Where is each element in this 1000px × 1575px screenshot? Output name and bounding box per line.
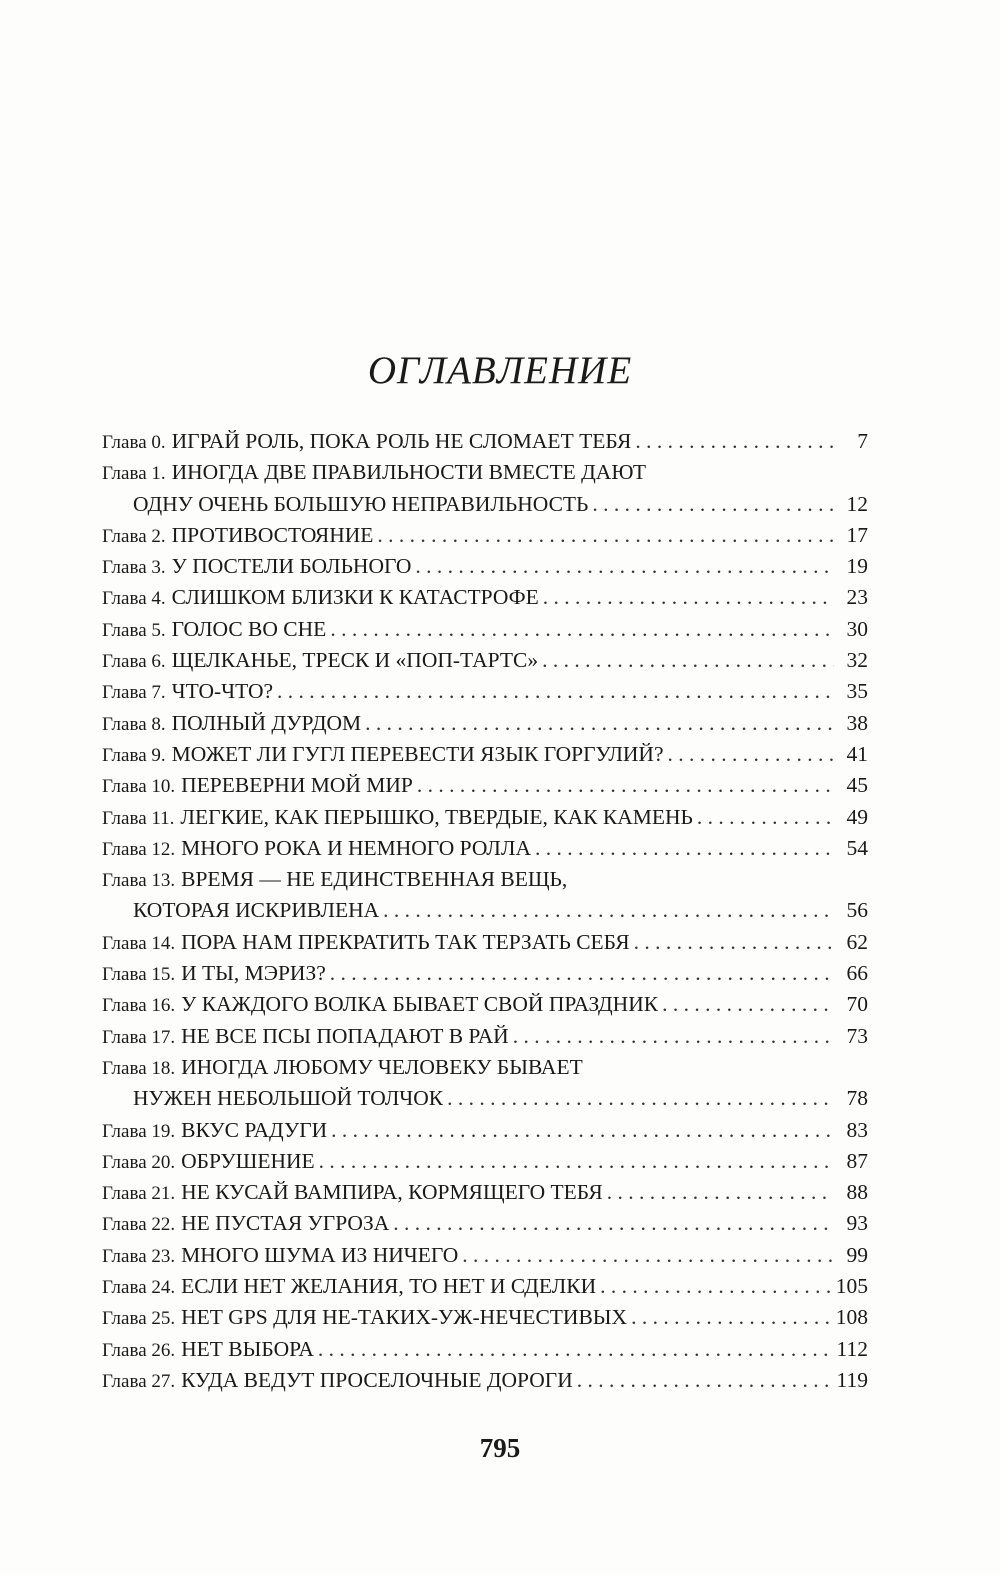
chapter-label: Глава 7. bbox=[102, 682, 166, 704]
dot-leader bbox=[634, 927, 834, 958]
dot-leader bbox=[513, 1021, 834, 1052]
toc-entry-line bbox=[102, 770, 868, 801]
dot-leader bbox=[319, 1146, 834, 1177]
dot-leader bbox=[697, 802, 834, 833]
chapter-page-number: 105 bbox=[835, 1274, 868, 1299]
chapter-page-number: 7 bbox=[857, 429, 868, 453]
chapter-label: Глава 4. bbox=[102, 588, 166, 610]
toc-entry[interactable] bbox=[102, 1177, 868, 1208]
chapter-title: ПРОТИВОСТОЯНИЕ bbox=[171, 522, 374, 547]
chapter-title: ГОЛОС ВО СНЕ bbox=[171, 616, 327, 641]
toc-entry[interactable] bbox=[102, 551, 868, 582]
chapter-label: Глава 12. bbox=[102, 838, 176, 860]
chapter-label: Глава 11. bbox=[102, 807, 175, 829]
dot-leader bbox=[447, 1083, 834, 1114]
chapter-label: Глава 8. bbox=[102, 713, 166, 735]
dot-leader bbox=[318, 1334, 833, 1365]
dot-leader bbox=[330, 958, 834, 989]
toc-entry-line bbox=[102, 1208, 868, 1239]
dot-leader bbox=[377, 520, 834, 551]
toc-entry-continuation-line bbox=[102, 489, 868, 520]
chapter-title: ВРЕМЯ — НЕ ЕДИНСТВЕННАЯ ВЕЩЬ, bbox=[181, 867, 568, 892]
chapter-page-number: 49 bbox=[846, 804, 868, 829]
chapter-label: Глава 17. bbox=[102, 1026, 176, 1048]
toc-entry-line bbox=[102, 1365, 868, 1396]
chapter-page-number: 56 bbox=[846, 898, 868, 923]
dot-leader bbox=[592, 489, 834, 520]
chapter-label: Глава 21. bbox=[102, 1183, 176, 1205]
chapter-label: Глава 10. bbox=[102, 776, 176, 798]
dot-leader bbox=[600, 1271, 832, 1302]
toc-entry-line bbox=[102, 1021, 868, 1052]
toc-entry-line bbox=[102, 1052, 868, 1083]
chapter-label: Глава 26. bbox=[102, 1339, 176, 1361]
dot-leader bbox=[415, 551, 834, 582]
chapter-title: МНОГО ШУМА ИЗ НИЧЕГО bbox=[181, 1242, 459, 1267]
chapter-title: ЩЕЛКАНЬЕ, ТРЕСК И «ПОП-ТАРТС» bbox=[171, 648, 539, 673]
toc-entry[interactable] bbox=[102, 1208, 868, 1239]
toc-entry[interactable] bbox=[102, 426, 868, 457]
chapter-label: Глава 27. bbox=[102, 1370, 176, 1392]
dot-leader bbox=[417, 770, 834, 801]
toc-entry[interactable] bbox=[102, 457, 868, 520]
toc-entry[interactable] bbox=[102, 989, 868, 1020]
chapter-title: ПОРА НАМ ПРЕКРАТИТЬ ТАК ТЕРЗАТЬ СЕБЯ bbox=[181, 929, 630, 954]
chapter-title: ИНОГДА ЛЮБОМУ ЧЕЛОВЕКУ БЫВАЕТ bbox=[181, 1054, 583, 1079]
toc-title: ОГЛАВЛЕНИЕ bbox=[367, 349, 633, 392]
chapter-label: Глава 0. bbox=[102, 432, 166, 453]
dot-leader bbox=[277, 676, 834, 707]
toc-entry[interactable] bbox=[102, 520, 868, 551]
chapter-label: Глава 20. bbox=[102, 1151, 176, 1173]
chapter-label: Глава 19. bbox=[102, 1120, 176, 1142]
chapter-page-number: 87 bbox=[846, 1148, 868, 1173]
toc-entry[interactable] bbox=[102, 802, 868, 833]
chapter-title: ЧТО-ЧТО? bbox=[171, 679, 274, 704]
chapter-page-number: 12 bbox=[846, 491, 868, 516]
toc-entry-line bbox=[102, 582, 868, 613]
chapter-page-number: 108 bbox=[835, 1305, 868, 1330]
toc-entry[interactable] bbox=[102, 1302, 868, 1333]
chapter-title: И ТЫ, МЭРИЗ? bbox=[181, 961, 326, 986]
chapter-page-number: 78 bbox=[846, 1086, 868, 1111]
chapter-page-number: 17 bbox=[846, 522, 868, 547]
chapter-label: Глава 2. bbox=[102, 525, 166, 547]
chapter-page-number: 38 bbox=[846, 710, 868, 735]
dot-leader bbox=[542, 645, 834, 676]
toc-entry-line bbox=[102, 1334, 868, 1365]
dot-leader bbox=[577, 1365, 833, 1396]
toc-entry[interactable] bbox=[102, 1334, 868, 1365]
toc-entry-line bbox=[102, 1177, 868, 1208]
chapter-title: МОЖЕТ ЛИ ГУГЛ ПЕРЕВЕСТИ ЯЗЫК ГОРГУЛИЙ? bbox=[171, 741, 664, 766]
toc-entry-line bbox=[102, 1146, 868, 1177]
toc-entry-line bbox=[102, 645, 868, 676]
chapter-label: Глава 6. bbox=[102, 651, 166, 673]
chapter-label: Глава 23. bbox=[102, 1245, 176, 1267]
dot-leader bbox=[462, 1240, 834, 1271]
toc-entry-line bbox=[102, 457, 868, 488]
toc-entry-line bbox=[102, 1271, 868, 1302]
toc-entry-line bbox=[102, 708, 868, 739]
chapter-page-number: 62 bbox=[846, 929, 868, 954]
dot-leader bbox=[393, 1208, 834, 1239]
chapter-page-number: 88 bbox=[846, 1180, 868, 1205]
chapter-title: ОДНУ ОЧЕНЬ БОЛЬШУЮ НЕПРАВИЛЬНОСТЬ bbox=[133, 491, 589, 516]
chapter-title: СЛИШКОМ БЛИЗКИ К КАТАСТРОФЕ bbox=[171, 585, 539, 610]
chapter-title: ПЕРЕВЕРНИ МОЙ МИР bbox=[181, 773, 413, 798]
toc-entry[interactable] bbox=[102, 1365, 868, 1396]
toc-entry[interactable] bbox=[102, 1240, 868, 1271]
toc-entry-line bbox=[102, 864, 868, 895]
chapter-label: Глава 1. bbox=[102, 463, 166, 485]
chapter-title: ВКУС РАДУГИ bbox=[181, 1117, 328, 1142]
toc-entry[interactable] bbox=[102, 1271, 868, 1302]
chapter-page-number: 32 bbox=[846, 648, 868, 673]
chapter-title: ЛЕГКИЕ, КАК ПЕРЫШКО, ТВЕРДЫЕ, КАК КАМЕНЬ bbox=[180, 804, 693, 829]
chapter-title: У ПОСТЕЛИ БОЛЬНОГО bbox=[171, 554, 412, 579]
chapter-page-number: 73 bbox=[846, 1023, 868, 1048]
chapter-page-number: 54 bbox=[846, 835, 868, 860]
chapter-title: НЕ ВСЕ ПСЫ ПОПАДАЮТ В РАЙ bbox=[181, 1023, 509, 1048]
toc-entry-line bbox=[102, 551, 868, 582]
chapter-title: КОТОРАЯ ИСКРИВЛЕНА bbox=[133, 898, 380, 923]
chapter-page-number: 35 bbox=[846, 679, 868, 704]
toc-entry-line bbox=[102, 1302, 868, 1333]
dot-leader bbox=[543, 582, 834, 613]
chapter-label: Глава 24. bbox=[102, 1277, 176, 1299]
toc-entry[interactable] bbox=[102, 676, 868, 707]
chapter-page-number: 45 bbox=[846, 773, 868, 798]
chapter-page-number: 30 bbox=[846, 616, 868, 641]
toc-entry-continuation-line bbox=[102, 895, 868, 926]
toc-entry[interactable] bbox=[102, 1146, 868, 1177]
toc-entry-line bbox=[102, 520, 868, 551]
chapter-page-number: 66 bbox=[846, 961, 868, 986]
toc-entry[interactable] bbox=[102, 770, 868, 801]
chapter-label: Глава 5. bbox=[102, 619, 166, 641]
chapter-page-number: 41 bbox=[846, 741, 868, 766]
chapter-label: Глава 16. bbox=[102, 995, 176, 1017]
toc-entry[interactable] bbox=[102, 833, 868, 864]
chapter-title: МНОГО РОКА И НЕМНОГО РОЛЛА bbox=[181, 835, 531, 860]
toc-entry-line bbox=[102, 833, 868, 864]
toc-entry[interactable] bbox=[102, 1115, 868, 1146]
chapter-title: НУЖЕН НЕБОЛЬШОЙ ТОЛЧОК bbox=[133, 1086, 444, 1111]
dot-leader bbox=[331, 1115, 834, 1146]
toc-entry-line bbox=[102, 426, 868, 457]
dot-leader bbox=[635, 426, 834, 457]
dot-leader bbox=[535, 833, 834, 864]
toc-entry-line bbox=[102, 1115, 868, 1146]
toc-entry[interactable] bbox=[102, 1021, 868, 1052]
dot-leader bbox=[330, 614, 834, 645]
chapter-label: Глава 13. bbox=[102, 870, 176, 892]
toc-entry-line bbox=[102, 927, 868, 958]
toc-entry-line bbox=[102, 739, 868, 770]
chapter-page-number: 19 bbox=[846, 554, 868, 579]
chapter-title: ИНОГДА ДВЕ ПРАВИЛЬНОСТИ ВМЕСТЕ ДАЮТ bbox=[171, 460, 647, 485]
toc-entry-continuation-line bbox=[102, 1083, 868, 1114]
toc-entry[interactable] bbox=[102, 739, 868, 770]
toc-entry-line bbox=[102, 958, 868, 989]
dot-leader bbox=[607, 1177, 834, 1208]
toc-entry-line bbox=[102, 989, 868, 1020]
chapter-label: Глава 14. bbox=[102, 932, 176, 954]
toc-entry-line bbox=[102, 614, 868, 645]
toc-entry[interactable] bbox=[102, 864, 868, 927]
dot-leader bbox=[662, 989, 834, 1020]
chapter-label: Глава 18. bbox=[102, 1057, 176, 1079]
chapter-page-number: 99 bbox=[846, 1242, 868, 1267]
toc-entry[interactable] bbox=[102, 582, 868, 613]
toc-entry[interactable] bbox=[102, 708, 868, 739]
toc-entry-line bbox=[102, 1240, 868, 1271]
chapter-page-number: 119 bbox=[836, 1367, 868, 1392]
chapter-label: Глава 9. bbox=[102, 744, 166, 766]
chapter-title: ИГРАЙ РОЛЬ, ПОКА РОЛЬ НЕ СЛОМАЕТ ТЕБЯ bbox=[171, 429, 632, 453]
chapter-title: НЕТ GPS ДЛЯ НЕ-ТАКИХ-УЖ-НЕЧЕСТИВЫХ bbox=[181, 1305, 628, 1330]
chapter-title: У КАЖДОГО ВОЛКА БЫВАЕТ СВОЙ ПРАЗДНИК bbox=[181, 992, 659, 1017]
toc-entry-line bbox=[102, 802, 868, 833]
dot-leader bbox=[383, 895, 834, 926]
toc-entry[interactable] bbox=[102, 614, 868, 645]
table-of-contents bbox=[102, 426, 868, 1396]
chapter-label: Глава 3. bbox=[102, 557, 166, 579]
chapter-title: КУДА ВЕДУТ ПРОСЕЛОЧНЫЕ ДОРОГИ bbox=[181, 1367, 573, 1392]
chapter-title: ЕСЛИ НЕТ ЖЕЛАНИЯ, ТО НЕТ И СДЕЛКИ bbox=[181, 1274, 597, 1299]
dot-leader bbox=[365, 708, 834, 739]
chapter-label: Глава 15. bbox=[102, 964, 176, 986]
chapter-title: НЕТ ВЫБОРА bbox=[181, 1336, 314, 1361]
page-number: 795 bbox=[479, 1433, 521, 1463]
dot-leader bbox=[631, 1302, 832, 1333]
toc-entry-line bbox=[102, 676, 868, 707]
chapter-label: Глава 25. bbox=[102, 1308, 176, 1330]
toc-entry[interactable] bbox=[102, 645, 868, 676]
chapter-page-number: 23 bbox=[846, 585, 868, 610]
toc-entry[interactable] bbox=[102, 958, 868, 989]
chapter-title: ПОЛНЫЙ ДУРДОМ bbox=[171, 710, 362, 735]
chapter-title: НЕ ПУСТАЯ УГРОЗА bbox=[181, 1211, 390, 1236]
chapter-label: Глава 22. bbox=[102, 1214, 176, 1236]
chapter-title: НЕ КУСАЙ ВАМПИРА, КОРМЯЩЕГО ТЕБЯ bbox=[181, 1180, 603, 1205]
dot-leader bbox=[668, 739, 834, 770]
chapter-title: ОБРУШЕНИЕ bbox=[181, 1148, 315, 1173]
chapter-page-number: 83 bbox=[846, 1117, 868, 1142]
chapter-page-number: 93 bbox=[846, 1211, 868, 1236]
chapter-page-number: 70 bbox=[846, 992, 868, 1017]
toc-entry[interactable] bbox=[102, 1052, 868, 1115]
toc-entry[interactable] bbox=[102, 927, 868, 958]
chapter-page-number: 112 bbox=[836, 1336, 868, 1361]
